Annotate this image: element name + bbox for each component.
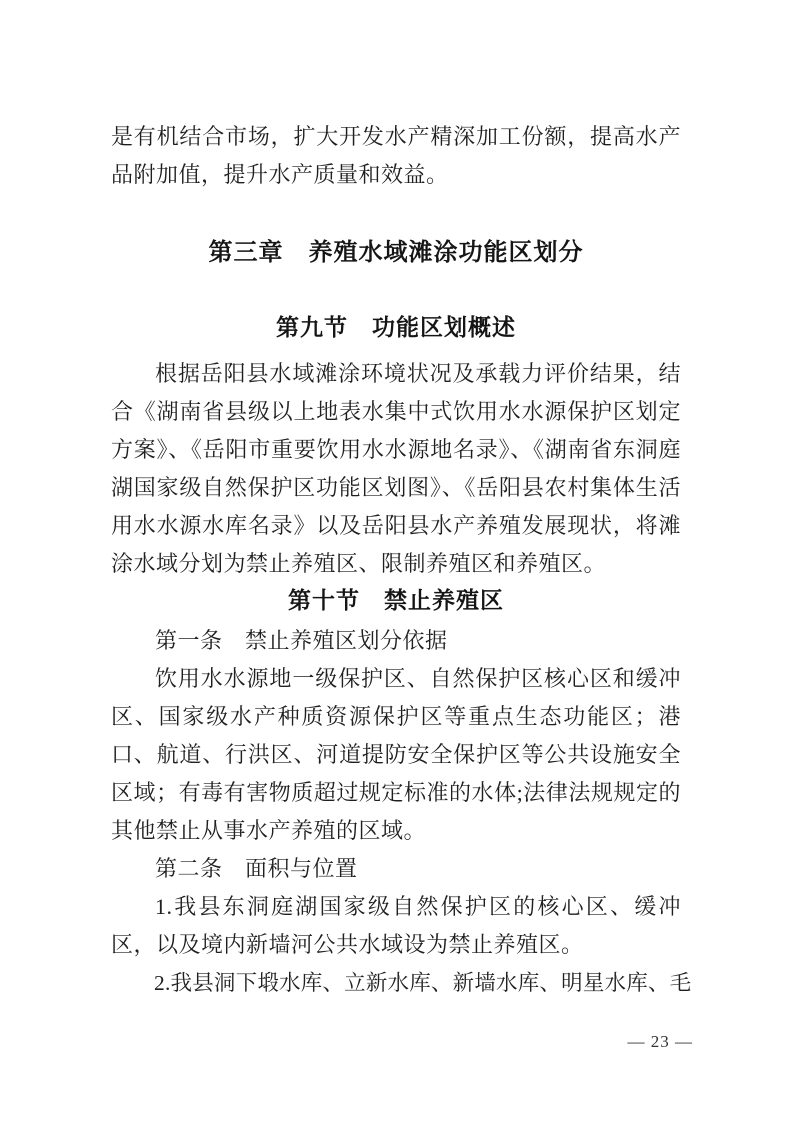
continuation-paragraph: 是有机结合市场，扩大开发水产精深加工份额，提高水产品附加值，提升水产质量和效益。 — [111, 124, 681, 187]
section-10-heading: 第十节 禁止养殖区 — [288, 587, 504, 613]
article-1-heading: 第一条 禁止养殖区划分依据 — [155, 628, 448, 653]
article-2-item-1: 1.我县东洞庭湖国家级自然保护区的核心区、缓冲区，以及境内新墙河公共水域设为禁止养殖区。 — [111, 894, 681, 957]
document-content — [111, 118, 692, 1002]
article-2-heading: 第二条 面积与位置 — [155, 856, 358, 881]
article-2-item-2: 2.我县洞下塅水库、立新水库、新墙水库、明星水库、毛 — [154, 971, 692, 995]
section-9-paragraph: 根据岳阳县水域滩涂环境状况及承载力评价结果，结合《湖南省县级以上地表水集中式饮用水水源保护区划定方案》、《岳阳市重要饮用水水源地名录》、《湖南省东洞庭湖国家级自然保护区功能区划图》、《岳阳县农村集体生活用水水源水库名录》以及岳阳县水产养殖发展现状，将滩涂水域分划为禁止养殖区、限制养殖区和养殖区。 — [111, 361, 681, 576]
page-number: — 23 — — [627, 1032, 693, 1051]
article-1-paragraph: 饮用水水源地一级保护区、自然保护区核心区和缓冲区、国家级水产种质资源保护区等重点生态功能区；港口、航道、行洪区、河道提防安全保护区等公共设施安全区域；有毒有害物质超过规定标准的水体;法律法规规定的其他禁止从事水产养殖的区域。 — [111, 666, 681, 843]
chapter-heading: 第三章 养殖水域滩涂功能区划分 — [208, 239, 584, 266]
section-9-heading: 第九节 功能区划概述 — [276, 314, 516, 340]
